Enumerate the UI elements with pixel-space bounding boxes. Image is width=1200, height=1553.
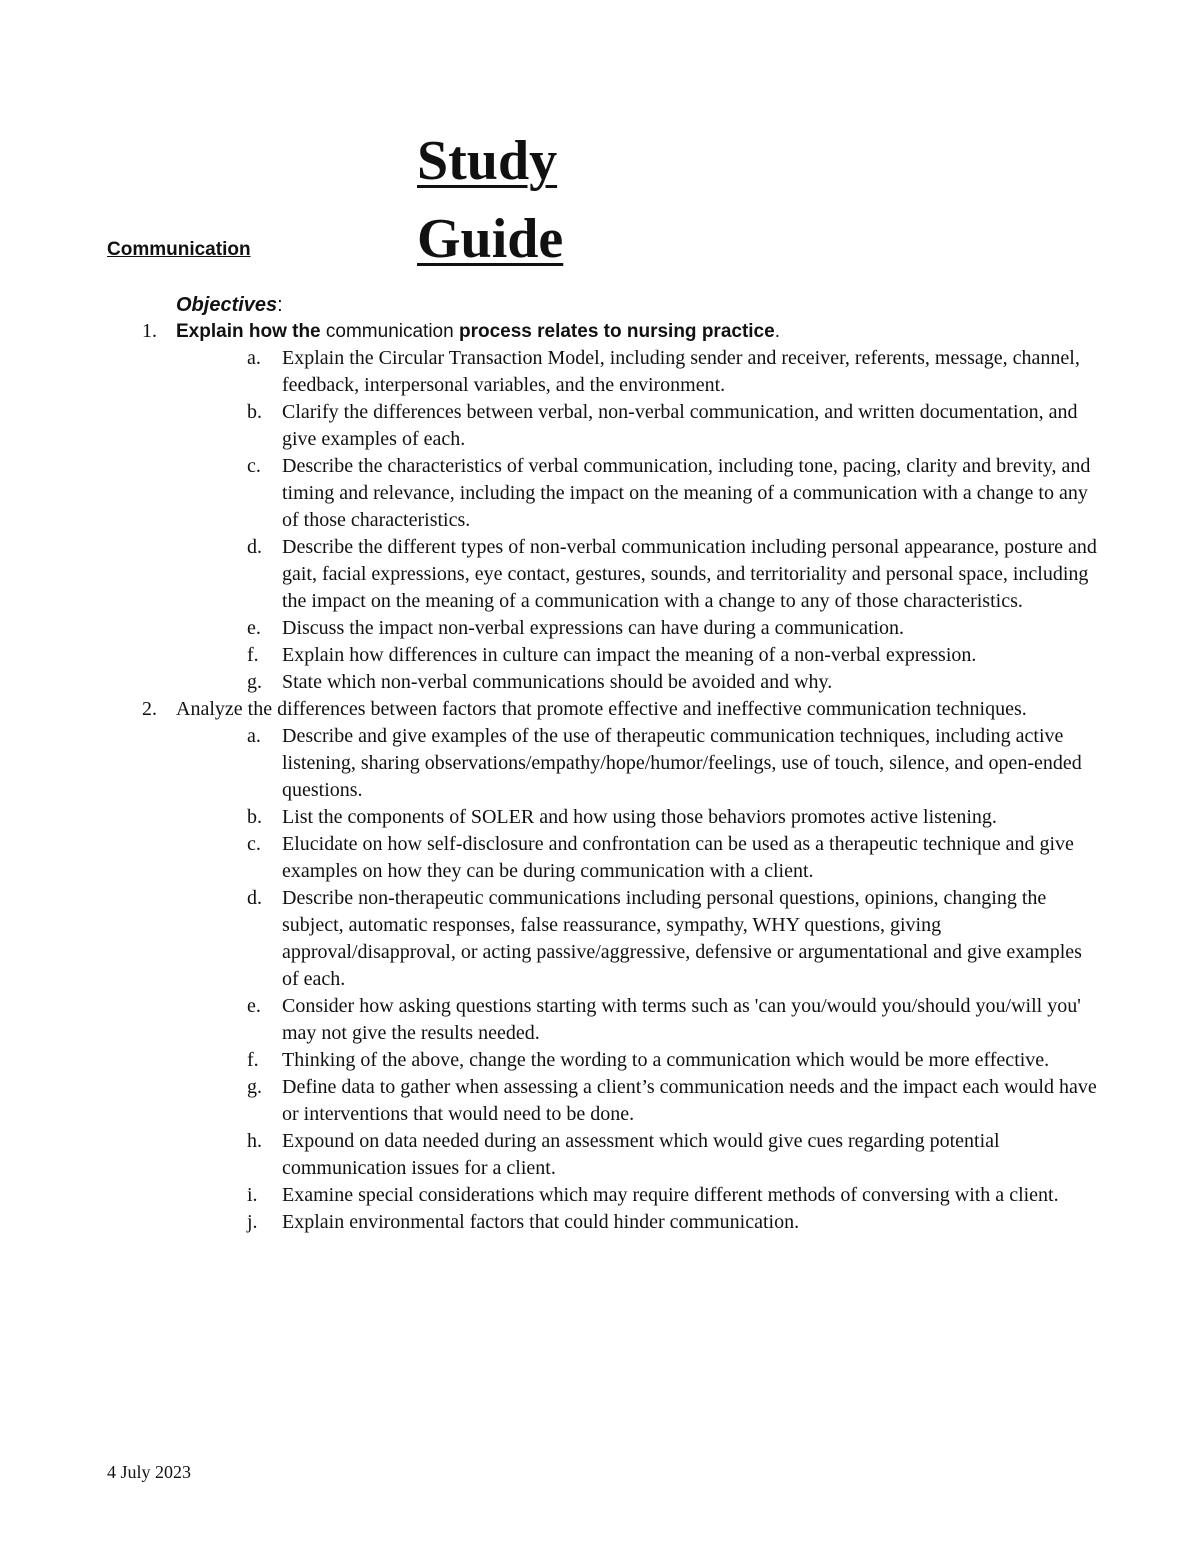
objective-text-part: . [774,321,780,342]
sub-objective-letter: b. [247,806,262,828]
sub-objective-letter: e. [247,617,261,639]
document-title [417,122,563,278]
objective-text [176,318,1096,345]
sub-objective-text: Examine special considerations which may require different methods of conversing with a client. [282,1184,1059,1206]
sub-objective-letter: e. [247,995,261,1017]
sub-objective-text: Explain environmental factors that could hinder communication. [282,1211,800,1233]
sub-objective-text: List the components of SOLER and how using those behaviors promotes active listening. [282,806,997,828]
objectives-list [0,318,1200,1236]
sub-objective-text: Elucidate on how self-disclosure and confrontation can be used as a therapeutic technique and give examples on how they can be during communication with a client. [282,833,1074,882]
sub-objective-text: Expound on data needed during an assessment which would give cues regarding potential communication issues for a client. [282,1130,1000,1179]
sub-objective-letter: d. [247,887,262,909]
sub-objective-letter: g. [247,1076,262,1098]
sub-objective-item [0,723,1200,804]
sub-objective-letter: d. [247,536,262,558]
sub-objective-item [0,1128,1200,1182]
sub-objective-letter: c. [247,455,261,477]
objective-number: 2. [142,698,157,720]
sub-objective-letter: g. [247,671,262,693]
sub-objective-text: State which non-verbal communications should be avoided and why. [282,671,833,693]
sub-objective-text: Clarify the differences between verbal, non-verbal communication, and written documentation, and give examples of each. [282,401,1078,450]
section-title: Communication [107,239,251,260]
sub-objective-letter: a. [247,725,261,747]
objective-item [0,696,1200,723]
sub-objective-text: Describe non-therapeutic communications including personal questions, opinions, changing the subject, automatic responses, false reassurance, sympathy, WHY questions, giving approval/disapproval, or acting passive/aggressive, defensive or argumentational and give examples of each. [282,887,1082,990]
sub-objective-text: Discuss the impact non-verbal expressions can have during a communication. [282,617,905,639]
sub-objective-text: Define data to gather when assessing a client’s communication needs and the impact each would have or interventions that would need to be done. [282,1076,1097,1125]
sub-objective-item [0,993,1200,1047]
objective-text-part: Explain how the [176,321,321,342]
sub-objective-item [0,345,1200,399]
objective-text: Analyze the differences between factors that promote effective and ineffective communication techniques. [176,698,1027,720]
document-title-line-2: Guide [417,208,564,270]
sub-objective-text: Describe the different types of non-verbal communication including personal appearance, posture and gait, facial expressions, eye contact, gestures, sounds, and territoriality and personal space, including the impact on the meaning of a communication with a change to any of those characteristics. [282,536,1097,612]
sub-objective-item [0,534,1200,615]
sub-objective-letter: j. [247,1211,258,1233]
objective-text-part: communication [320,321,459,342]
sub-objective-letter: c. [247,833,261,855]
sub-objective-item [0,1182,1200,1209]
objectives-colon: : [277,294,283,316]
footer-date: 4 July 2023 [107,1462,192,1482]
sub-objective-letter: f. [247,1049,259,1071]
objective-number: 1. [142,320,157,342]
sub-objective-text: Describe the characteristics of verbal communication, including tone, pacing, clarity and brevity, and timing and relevance, including the impact on the meaning of a communication with a change to any of those characteristics. [282,455,1091,531]
sub-objective-item [0,669,1200,696]
objective-item [0,318,1200,345]
sub-objective-letter: a. [247,347,261,369]
sub-objective-letter: f. [247,644,259,666]
sub-objective-letter: b. [247,401,262,423]
sub-objective-text: Explain how differences in culture can impact the meaning of a non-verbal expression. [282,644,977,666]
sub-objective-letter: i. [247,1184,258,1206]
sub-objective-item [0,1209,1200,1236]
objectives-label: Objectives [176,294,278,316]
sub-objective-text: Consider how asking questions starting with terms such as 'can you/would you/should you/will you' may not give the results needed. [282,995,1081,1044]
sub-objective-item [0,885,1200,993]
sub-objective-text: Explain the Circular Transaction Model, including sender and receiver, referents, message, channel, feedback, interpersonal variables, and the environment. [282,347,1080,396]
sub-objective-item [0,804,1200,831]
sub-objective-item [0,1074,1200,1128]
sub-objective-text: Thinking of the above, change the wording to a communication which would be more effective. [282,1049,1050,1071]
sub-objective-item [0,453,1200,534]
sub-objective-item [0,615,1200,642]
sub-objective-item [0,642,1200,669]
objectives-heading [176,292,283,319]
sub-objective-item [0,1047,1200,1074]
sub-objective-item [0,831,1200,885]
objective-text-part: process relates to nursing practice [458,321,775,342]
sub-objective-text: Describe and give examples of the use of therapeutic communication techniques, including active listening, sharing observations/empathy/hope/humor/feelings, use of touch, silence, and open-ended questions. [282,725,1082,801]
sub-objective-letter: h. [247,1130,262,1152]
document-title-line-1: Study [417,130,558,192]
sub-objective-item [0,399,1200,453]
